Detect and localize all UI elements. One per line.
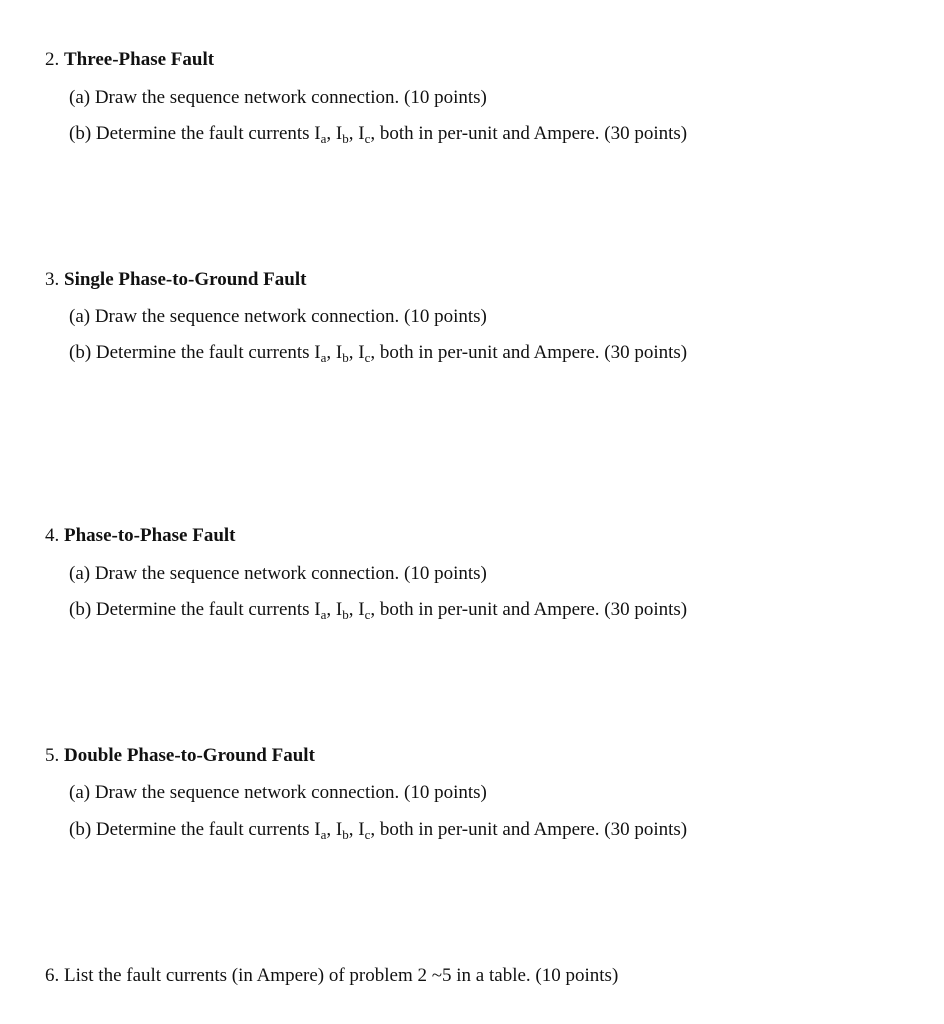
subscript-a: a	[320, 607, 327, 622]
subscript-c: c	[364, 350, 371, 365]
separator: , I	[326, 819, 343, 840]
part-b-prefix: (b) Determine the fault currents I	[69, 123, 321, 144]
subscript-b: b	[342, 607, 349, 622]
problem-5-part-a: (a) Draw the sequence network connection. (10 points)	[69, 782, 487, 803]
subscript-a: a	[320, 827, 327, 842]
problem-6-line: 6. List the fault currents (in Ampere) of problem 2 ~5 in a table. (10 points)	[45, 965, 619, 986]
part-b-suffix: , both in per-unit and Ampere. (30 points)	[370, 819, 688, 840]
subscript-b: b	[342, 827, 349, 842]
separator: , I	[348, 599, 365, 620]
problem-number: 2.	[45, 49, 60, 70]
problem-title: Double Phase-to-Ground Fault	[64, 745, 315, 766]
subscript-c: c	[364, 827, 371, 842]
problem-4-part-b	[69, 598, 687, 622]
problem-4-part-a: (a) Draw the sequence network connection. (10 points)	[69, 563, 487, 584]
part-b-prefix: (b) Determine the fault currents I	[69, 819, 321, 840]
separator: , I	[348, 123, 365, 144]
problem-3-part-a: (a) Draw the sequence network connection. (10 points)	[69, 306, 487, 327]
part-b-suffix: , both in per-unit and Ampere. (30 points)	[370, 123, 688, 144]
problem-5-part-b	[69, 818, 687, 842]
separator: , I	[326, 599, 343, 620]
problem-4-heading	[45, 524, 236, 548]
part-b-suffix: , both in per-unit and Ampere. (30 points)	[370, 342, 688, 363]
part-b-prefix: (b) Determine the fault currents I	[69, 599, 321, 620]
subscript-c: c	[364, 131, 371, 146]
problem-5-heading	[45, 744, 315, 768]
problem-3-heading	[45, 268, 306, 292]
problem-2-part-a: (a) Draw the sequence network connection. (10 points)	[69, 87, 487, 108]
problem-title: Single Phase-to-Ground Fault	[64, 269, 307, 290]
subscript-a: a	[320, 350, 327, 365]
separator: , I	[326, 342, 343, 363]
problem-2-part-b	[69, 122, 687, 146]
part-b-suffix: , both in per-unit and Ampere. (30 points)	[370, 599, 688, 620]
subscript-c: c	[364, 607, 371, 622]
separator: , I	[348, 342, 365, 363]
subscript-b: b	[342, 131, 349, 146]
problem-title: Three-Phase Fault	[64, 49, 215, 70]
separator: , I	[326, 123, 343, 144]
problem-number: 4.	[45, 525, 60, 546]
subscript-b: b	[342, 350, 349, 365]
separator: , I	[348, 819, 365, 840]
problem-number: 3.	[45, 269, 60, 290]
problem-3-part-b	[69, 341, 687, 365]
problem-number: 5.	[45, 745, 60, 766]
part-b-prefix: (b) Determine the fault currents I	[69, 342, 321, 363]
problem-2-heading	[45, 48, 214, 72]
subscript-a: a	[320, 131, 327, 146]
problem-title: Phase-to-Phase Fault	[64, 525, 236, 546]
